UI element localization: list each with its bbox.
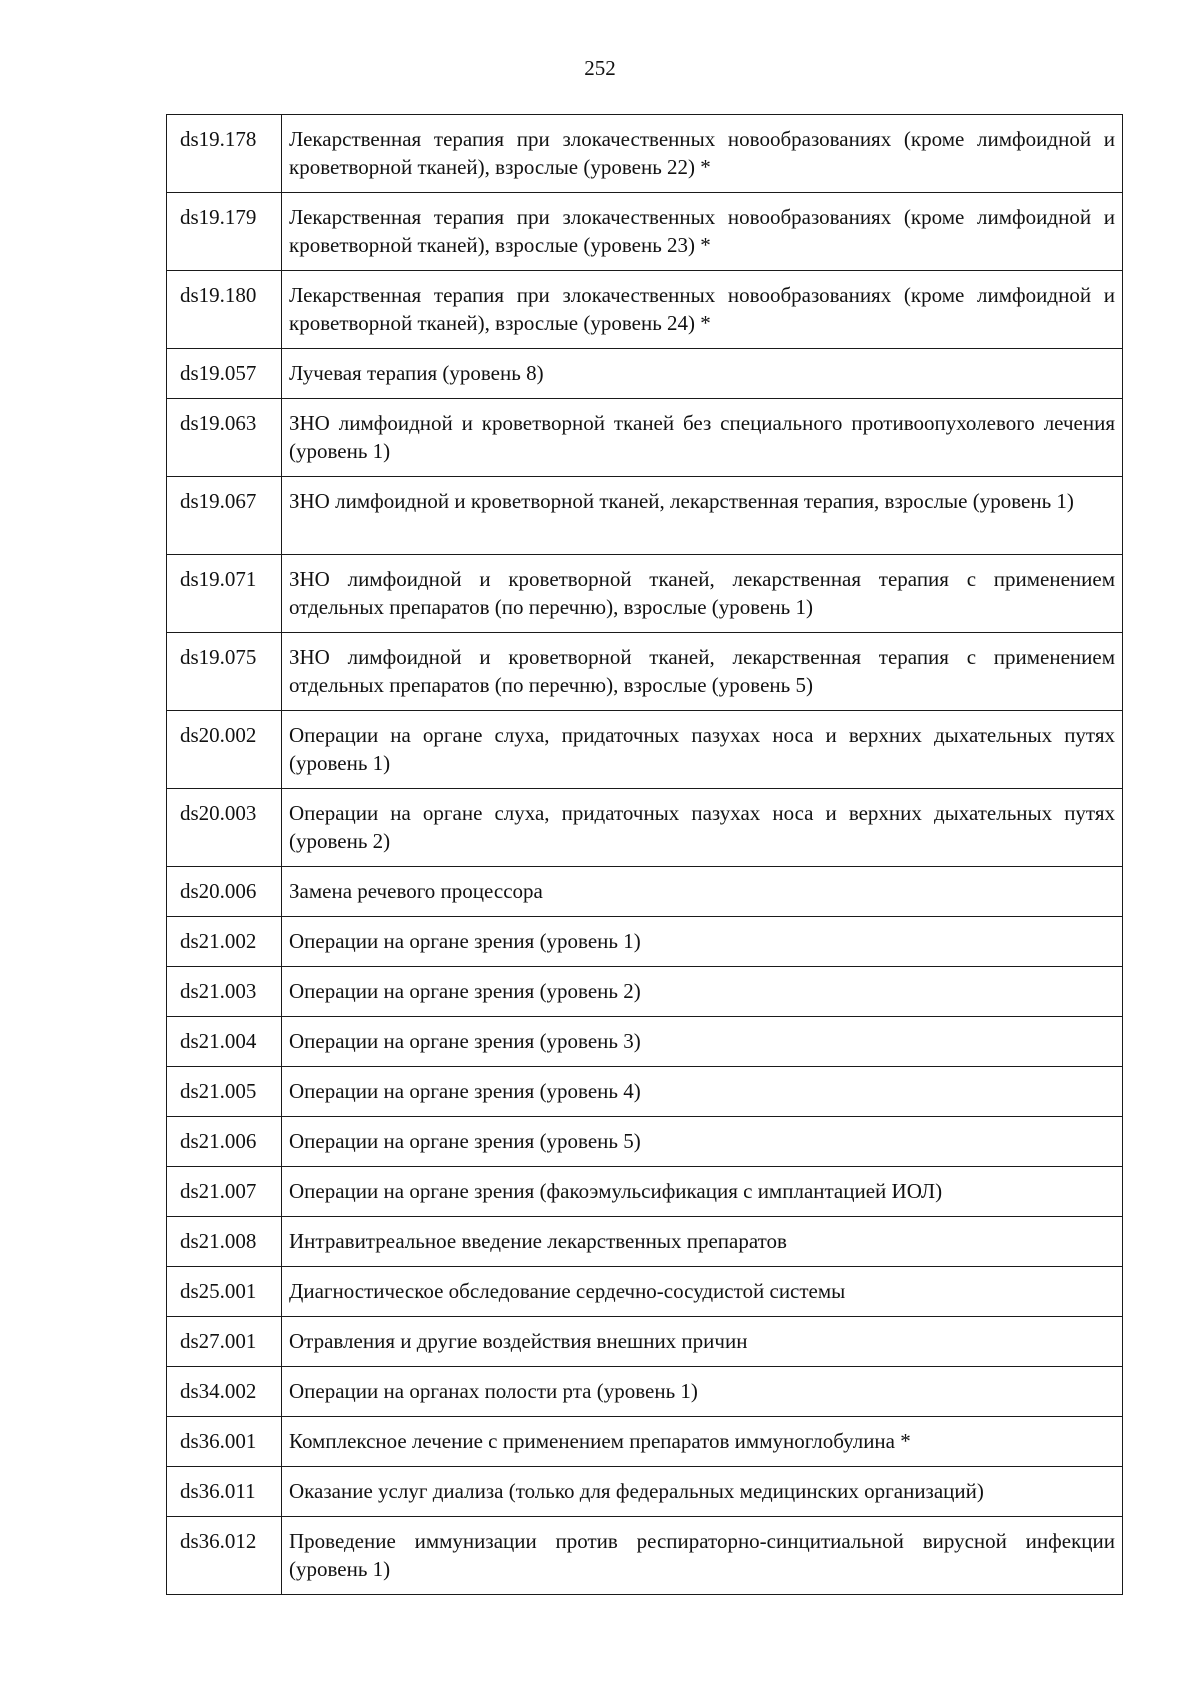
code-cell: ds36.012 xyxy=(167,1517,282,1595)
table-row xyxy=(167,477,1123,555)
description-cell: Лучевая терапия (уровень 8) xyxy=(282,349,1123,399)
table-row xyxy=(167,1417,1123,1467)
description-cell: ЗНО лимфоидной и кроветворной тканей, лекарственная терапия с применением отдельных препаратов (по перечню), взрослые (уровень 1) xyxy=(282,555,1123,633)
description-cell: Лекарственная терапия при злокачественных новообразованиях (кроме лимфоидной и кроветворной тканей), взрослые (уровень 24) * xyxy=(282,271,1123,349)
code-cell: ds19.067 xyxy=(167,477,282,555)
description-cell: Операции на органе зрения (уровень 2) xyxy=(282,967,1123,1017)
table-row xyxy=(167,1217,1123,1267)
table-row xyxy=(167,399,1123,477)
table-row xyxy=(167,1167,1123,1217)
code-cell: ds19.071 xyxy=(167,555,282,633)
table-row xyxy=(167,867,1123,917)
code-cell: ds19.063 xyxy=(167,399,282,477)
description-cell: Замена речевого процессора xyxy=(282,867,1123,917)
description-cell: Оказание услуг диализа (только для федеральных медицинских организаций) xyxy=(282,1467,1123,1517)
code-cell: ds21.007 xyxy=(167,1167,282,1217)
code-cell: ds20.002 xyxy=(167,711,282,789)
code-cell: ds21.004 xyxy=(167,1017,282,1067)
table-row xyxy=(167,967,1123,1017)
description-cell: Лекарственная терапия при злокачественных новообразованиях (кроме лимфоидной и кроветворной тканей), взрослые (уровень 23) * xyxy=(282,193,1123,271)
description-cell: Операции на органе зрения (уровень 4) xyxy=(282,1067,1123,1117)
code-cell: ds19.180 xyxy=(167,271,282,349)
description-cell: ЗНО лимфоидной и кроветворной тканей, лекарственная терапия с применением отдельных препаратов (по перечню), взрослые (уровень 5) xyxy=(282,633,1123,711)
description-cell: Лекарственная терапия при злокачественных новообразованиях (кроме лимфоидной и кроветворной тканей), взрослые (уровень 22) * xyxy=(282,115,1123,193)
code-cell: ds21.003 xyxy=(167,967,282,1017)
code-cell: ds27.001 xyxy=(167,1317,282,1367)
code-cell: ds19.179 xyxy=(167,193,282,271)
description-cell: Диагностическое обследование сердечно-сосудистой системы xyxy=(282,1267,1123,1317)
table-row xyxy=(167,1517,1123,1595)
page-number: 252 xyxy=(584,56,616,80)
table-row xyxy=(167,789,1123,867)
code-cell: ds25.001 xyxy=(167,1267,282,1317)
description-cell: Проведение иммунизации против респираторно-синцитиальной вирусной инфекции (уровень 1) xyxy=(282,1517,1123,1595)
code-cell: ds21.008 xyxy=(167,1217,282,1267)
table-row xyxy=(167,1067,1123,1117)
description-cell: Операции на органе зрения (уровень 1) xyxy=(282,917,1123,967)
table-row xyxy=(167,917,1123,967)
table-row xyxy=(167,633,1123,711)
code-cell: ds21.006 xyxy=(167,1117,282,1167)
table-row xyxy=(167,1467,1123,1517)
code-cell: ds36.011 xyxy=(167,1467,282,1517)
table-row xyxy=(167,115,1123,193)
table-row xyxy=(167,555,1123,633)
table-row xyxy=(167,1367,1123,1417)
code-cell: ds19.075 xyxy=(167,633,282,711)
table-row xyxy=(167,1117,1123,1167)
description-cell: Операции на органе слуха, придаточных пазухах носа и верхних дыхательных путях (уровень 2) xyxy=(282,789,1123,867)
table-row xyxy=(167,711,1123,789)
table-row xyxy=(167,1317,1123,1367)
description-cell: Операции на органе зрения (уровень 3) xyxy=(282,1017,1123,1067)
description-cell: Операции на органе слуха, придаточных пазухах носа и верхних дыхательных путях (уровень 1) xyxy=(282,711,1123,789)
table-row xyxy=(167,349,1123,399)
description-cell: Интравитреальное введение лекарственных препаратов xyxy=(282,1217,1123,1267)
description-cell: Операции на органах полости рта (уровень 1) xyxy=(282,1367,1123,1417)
description-cell: ЗНО лимфоидной и кроветворной тканей, лекарственная терапия, взрослые (уровень 1) xyxy=(282,477,1123,555)
code-cell: ds21.005 xyxy=(167,1067,282,1117)
table-row xyxy=(167,271,1123,349)
tariff-codes-table xyxy=(166,114,1123,1595)
description-cell: ЗНО лимфоидной и кроветворной тканей без специального противоопухолевого лечения (уровень 1) xyxy=(282,399,1123,477)
code-cell: ds34.002 xyxy=(167,1367,282,1417)
description-cell: Комплексное лечение с применением препаратов иммуноглобулина * xyxy=(282,1417,1123,1467)
table-row xyxy=(167,193,1123,271)
table-row xyxy=(167,1267,1123,1317)
description-cell: Отравления и другие воздействия внешних причин xyxy=(282,1317,1123,1367)
code-cell: ds20.003 xyxy=(167,789,282,867)
description-cell: Операции на органе зрения (уровень 5) xyxy=(282,1117,1123,1167)
code-cell: ds20.006 xyxy=(167,867,282,917)
code-cell: ds19.057 xyxy=(167,349,282,399)
code-cell: ds21.002 xyxy=(167,917,282,967)
table-row xyxy=(167,1017,1123,1067)
code-cell: ds19.178 xyxy=(167,115,282,193)
code-cell: ds36.001 xyxy=(167,1417,282,1467)
description-cell: Операции на органе зрения (факоэмульсификация с имплантацией ИОЛ) xyxy=(282,1167,1123,1217)
